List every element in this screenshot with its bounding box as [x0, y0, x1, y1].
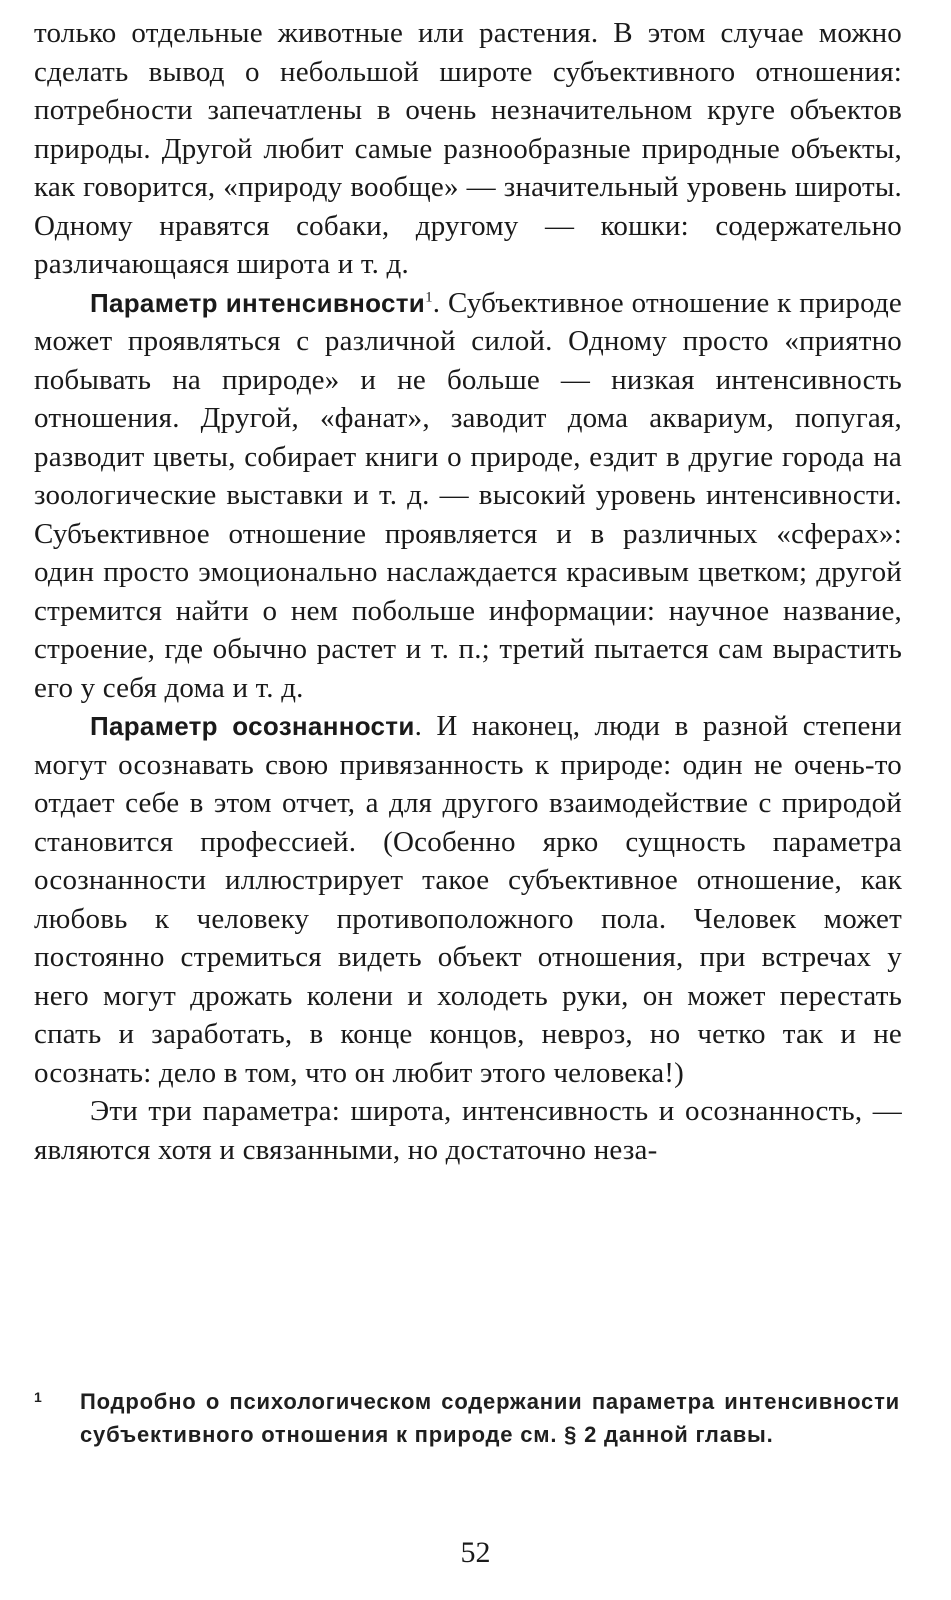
- paragraph-4-text: Эти три параметра: широта, интенсивность и осознанность, — являются хотя и связанными, но достаточно неза-: [34, 1095, 902, 1166]
- paragraph-2: [34, 284, 902, 708]
- paragraph-1-text: только отдельные животные или растения. В этом случае можно сделать вывод о небольшой широте субъективного отношения: потребности запечатлены в очень незначительном круге объектов природы. Другой любит самые разнообразные природные объекты, как говорится, «природу вообще» — значительный уровень широты. Одному нравятся собаки, другому — кошки: содержательно различающаяся широта и т. д.: [34, 17, 902, 280]
- main-text: [34, 14, 902, 1169]
- paragraph-1: [34, 14, 902, 284]
- parameter-awareness-heading: Параметр осознанности: [90, 711, 415, 741]
- paragraph-3: [34, 707, 902, 1092]
- paragraph-2-text: . Субъективное отношение к природе может проявляться с различной силой. Одному просто «приятно побывать на природе» и не больше — низкая интенсивность отношения. Другой, «фанат», заводит дома аквариум, попугая, разводит цветы, собирает книги о природе, ездит в другие города на зоологические выставки и т. д. — высокий уровень интенсивности. Субъективное отношение проявляется и в различных «сферах»: один просто эмоционально наслаждается красивым цветком; другой стремится найти о нем побольше информации: научное название, строение, где обычно растет и т. п.; третий пытается сам вырастить его у себя дома и т. д.: [34, 286, 902, 704]
- paragraph-4: [34, 1092, 902, 1169]
- paragraph-3-text: . И наконец, люди в разной степени могут осознавать свою привязанность к природе: один не очень-то отдает себе в этом отчет, а для другого взаимодействие с природой становится профессией. (Особенно ярко сущность параметра осознанности иллюстрирует такое субъективное отношение, как любовь к человеку противоположного пола. Человек может постоянно стремиться видеть объект отношения, при встречах у него могут дрожать колени и холодеть руки, он может перестать спать и заработать, в конце концов, невроз, но четко так и не осознать: дело в том, что он любит этого человека!): [34, 710, 902, 1089]
- footnote-reference: 1: [425, 288, 433, 305]
- footnote: [34, 1385, 900, 1451]
- footnote-text: Подробно о психологическом содержании параметра интенсивности субъективного отношения к природе см. § 2 данной главы.: [80, 1389, 900, 1447]
- footnote-mark: 1: [34, 1389, 43, 1405]
- page-number: 52: [460, 1536, 491, 1569]
- parameter-intensity-heading: Параметр интенсивности: [90, 287, 426, 318]
